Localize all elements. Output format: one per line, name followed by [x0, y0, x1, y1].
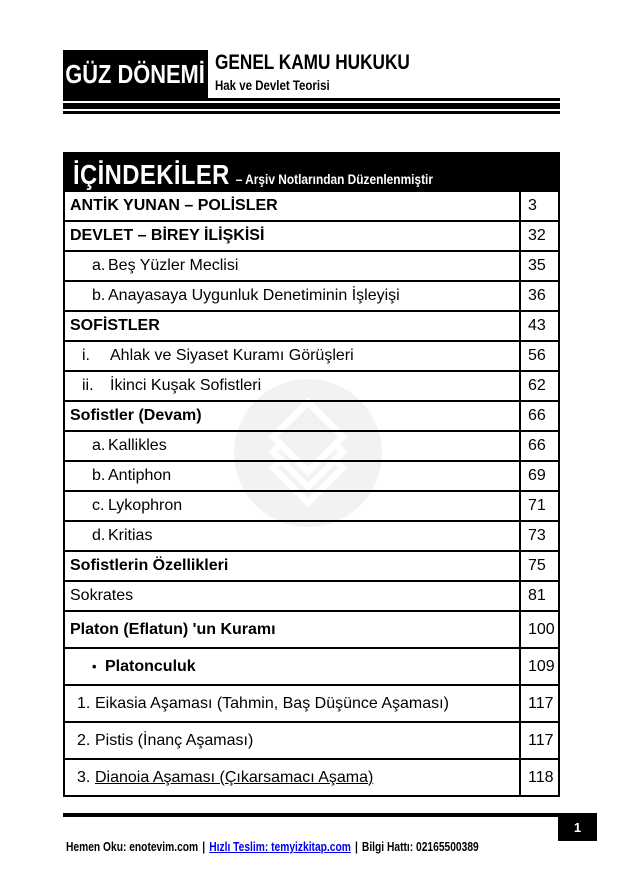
toc-item-page: 32	[519, 222, 558, 250]
toc-item-marker: a.	[92, 437, 106, 454]
toc-item-page: 66	[519, 402, 558, 430]
toc-item-label	[65, 222, 519, 250]
course-header	[215, 50, 453, 94]
toc-title: İÇİNDEKİLER	[73, 159, 230, 190]
toc-table	[63, 152, 560, 797]
toc-item-page: 109	[519, 649, 558, 684]
page-number: 1	[573, 819, 582, 835]
toc-item-title: Ahlak ve Siyaset Kuramı Görüşleri	[110, 347, 354, 364]
toc-item-title: Platonculuk	[105, 657, 196, 675]
toc-item-label	[65, 612, 519, 647]
toc-item-page: 36	[519, 282, 558, 310]
toc-item-marker: •	[92, 659, 97, 674]
toc-item-page: 118	[519, 760, 558, 795]
toc-item-page: 117	[519, 723, 558, 758]
toc-row	[65, 370, 558, 400]
toc-item-label	[65, 582, 519, 610]
toc-item-page: 62	[519, 372, 558, 400]
toc-item-marker: c.	[92, 497, 105, 514]
toc-item-label	[65, 252, 519, 280]
semester-badge	[63, 50, 208, 98]
semester-badge-label: GÜZ DÖNEMİ	[65, 58, 206, 89]
toc-item-page: 81	[519, 582, 558, 610]
toc-item-label	[65, 192, 519, 220]
course-subtitle: Hak ve Devlet Teorisi	[215, 77, 330, 93]
toc-item-title: Sokrates	[70, 587, 134, 604]
toc-item-title: Eikasia Aşaması (Tahmin, Baş Düşünce Aşaması)	[95, 694, 449, 712]
toc-item-title: Beş Yüzler Meclisi	[108, 257, 239, 274]
toc-item-label	[65, 686, 519, 721]
toc-row	[65, 610, 558, 647]
header-divider-rule	[63, 98, 560, 114]
toc-item-page: 35	[519, 252, 558, 280]
toc-item-label	[65, 372, 519, 400]
toc-item-marker: i.	[82, 347, 90, 364]
footer-delivery-link[interactable]: Hızlı Teslim: temyizkitap.com	[209, 840, 351, 854]
footer-read-now: Hemen Oku: enotevim.com	[66, 840, 199, 854]
toc-row	[65, 280, 558, 310]
toc-rows-container	[65, 192, 558, 795]
toc-title-suffix: – Arşiv Notlarından Düzenlenmiştir	[235, 171, 433, 187]
toc-item-marker: 1.	[77, 694, 91, 712]
toc-item-marker: b.	[92, 467, 106, 484]
toc-row	[65, 340, 558, 370]
toc-item-page: 43	[519, 312, 558, 340]
toc-item-title: SOFİSTLER	[70, 317, 160, 334]
toc-item-label	[65, 649, 519, 684]
toc-item-title: İkinci Kuşak Sofistleri	[110, 377, 262, 394]
toc-row	[65, 490, 558, 520]
course-title: GENEL KAMU HUKUKU	[215, 51, 410, 74]
toc-item-title: Sofistlerin Özellikleri	[70, 557, 229, 574]
toc-item-label	[65, 760, 519, 795]
toc-item-label	[65, 723, 519, 758]
toc-item-label	[65, 462, 519, 490]
toc-item-title: ANTİK YUNAN – POLİSLER	[70, 197, 278, 214]
toc-item-title: Kritias	[108, 527, 153, 544]
toc-item-label	[65, 312, 519, 340]
toc-item-label	[65, 282, 519, 310]
toc-row	[65, 520, 558, 550]
toc-item-title: Platon (Eflatun) 'un Kuramı	[70, 620, 276, 638]
footer-info-line: Bilgi Hattı: 02165500389	[361, 840, 479, 854]
toc-row	[65, 647, 558, 684]
toc-row	[65, 580, 558, 610]
toc-item-label	[65, 402, 519, 430]
toc-item-marker: 3.	[77, 768, 91, 786]
toc-item-page: 100	[519, 612, 558, 647]
toc-item-marker: ii.	[82, 377, 94, 394]
toc-row	[65, 400, 558, 430]
toc-row	[65, 684, 558, 721]
toc-item-page: 3	[519, 192, 558, 220]
toc-item-page: 73	[519, 522, 558, 550]
toc-row	[65, 721, 558, 758]
toc-item-label	[65, 522, 519, 550]
toc-header-bar	[65, 154, 558, 192]
toc-item-title: DEVLET – BİREY İLİŞKİSİ	[70, 227, 265, 244]
toc-item-title: Dianoia Aşaması (Çıkarsamacı Aşama)	[95, 768, 374, 786]
toc-item-title: Lykophron	[108, 497, 183, 514]
toc-row	[65, 250, 558, 280]
footer-contact-line	[66, 840, 569, 854]
toc-item-page: 71	[519, 492, 558, 520]
footer-divider-rule	[63, 813, 558, 817]
toc-row	[65, 220, 558, 250]
toc-item-marker: 2.	[77, 731, 91, 749]
toc-item-page: 69	[519, 462, 558, 490]
toc-item-title: Kallikles	[108, 437, 167, 454]
footer-separator: |	[202, 840, 206, 854]
toc-item-page: 117	[519, 686, 558, 721]
toc-item-marker: b.	[92, 287, 106, 304]
footer-separator: |	[354, 840, 358, 854]
toc-item-page: 75	[519, 552, 558, 580]
toc-row	[65, 550, 558, 580]
toc-item-title: Anayasaya Uygunluk Denetiminin İşleyişi	[108, 287, 400, 304]
toc-row	[65, 310, 558, 340]
toc-item-label	[65, 432, 519, 460]
toc-item-page: 56	[519, 342, 558, 370]
toc-row	[65, 430, 558, 460]
toc-item-label	[65, 342, 519, 370]
toc-row	[65, 758, 558, 795]
toc-item-marker: a.	[92, 257, 106, 274]
toc-row	[65, 192, 558, 220]
toc-item-label	[65, 552, 519, 580]
toc-item-title: Sofistler (Devam)	[70, 407, 202, 424]
toc-item-title: Antiphon	[108, 467, 172, 484]
toc-item-page: 66	[519, 432, 558, 460]
toc-item-marker: d.	[92, 527, 106, 544]
toc-row	[65, 460, 558, 490]
toc-item-title: Pistis (İnanç Aşaması)	[95, 731, 254, 749]
page-number-badge	[558, 813, 597, 841]
toc-item-label	[65, 492, 519, 520]
